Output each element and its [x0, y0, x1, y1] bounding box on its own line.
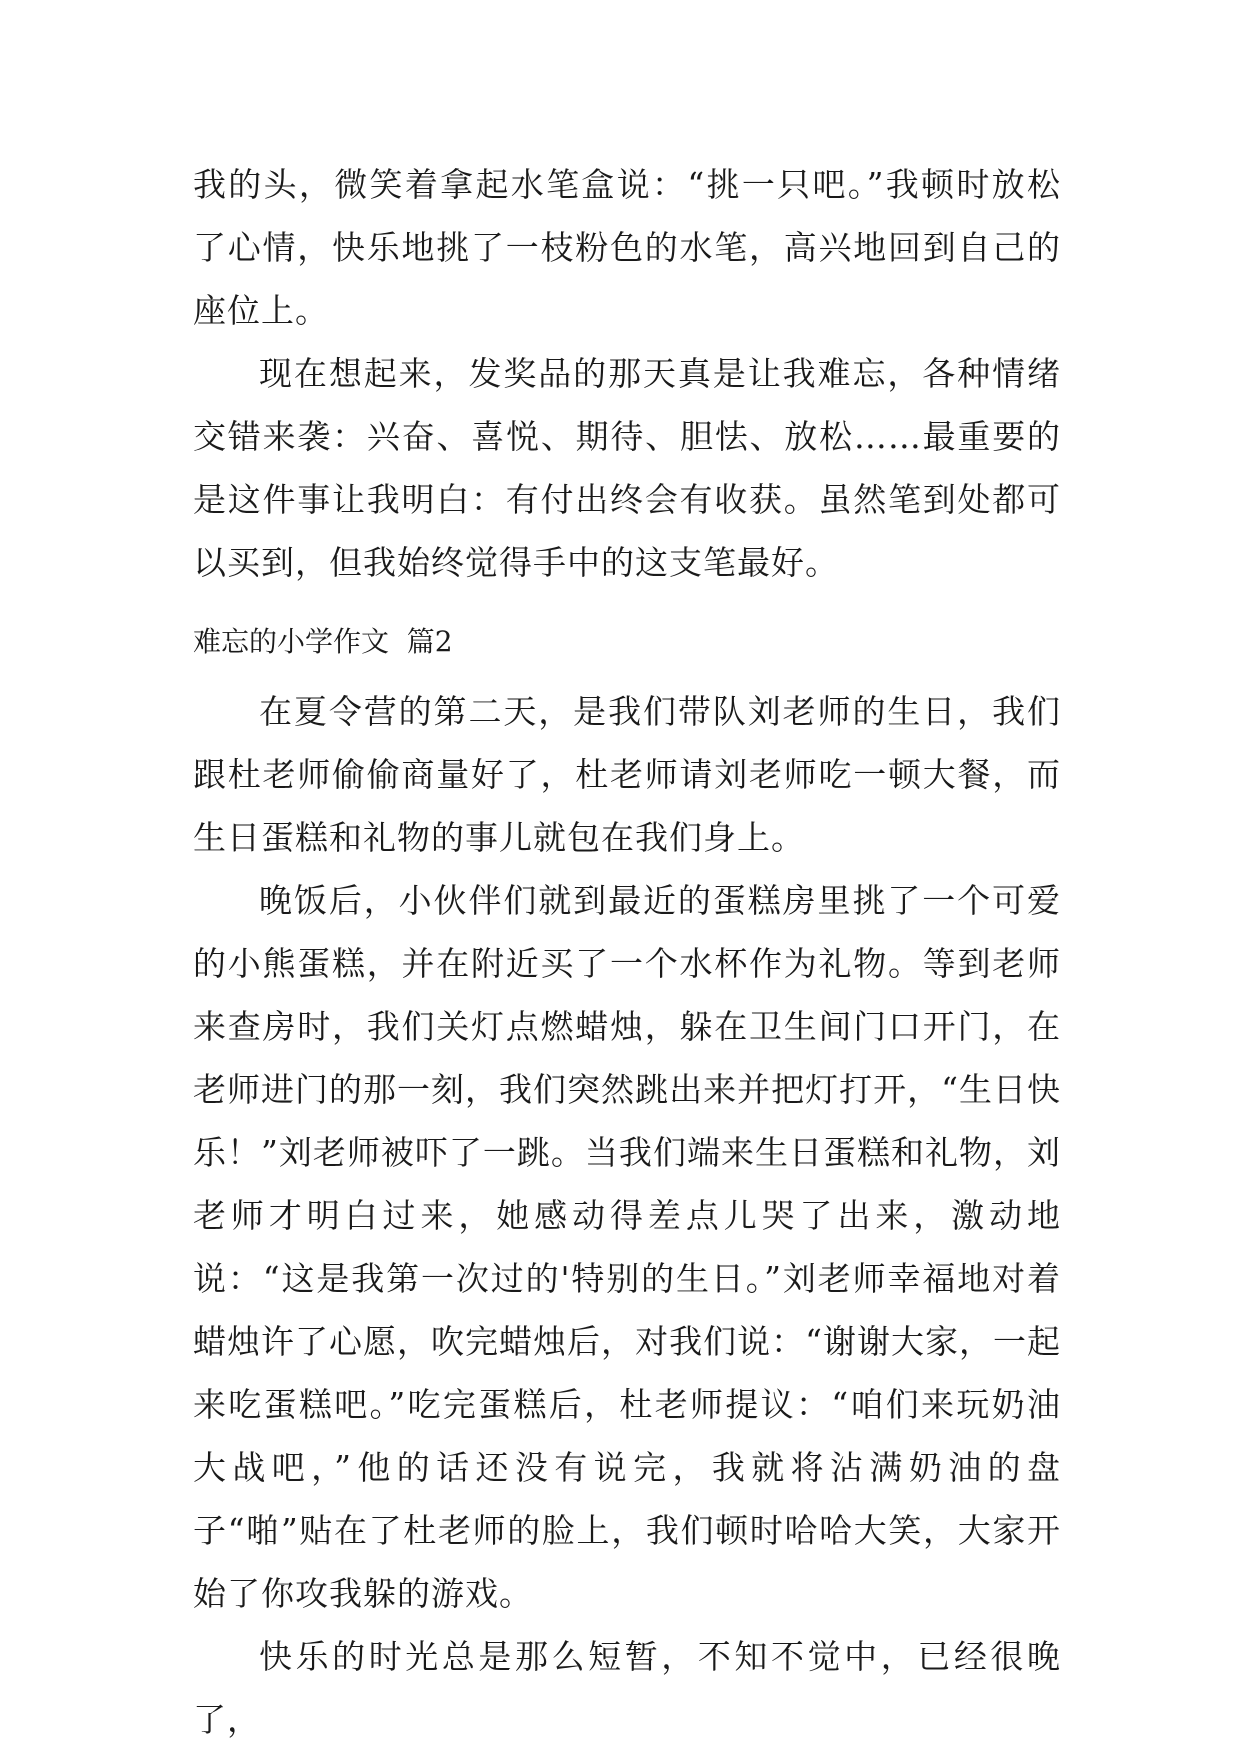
paragraph: 快乐的时光总是那么短暂，不知不觉中，已经很晚了， [193, 1637, 1061, 1739]
essay-1-continuation [193, 153, 1061, 594]
essay-2-title: 难忘的小学作文 篇2 [193, 625, 453, 658]
paragraph: 我的头，微笑着拿起水笔盒说：“挑一只吧。”我顿时放松了心情，快乐地挑了一枝粉色的水笔，高兴地回到自己的座位上。 [193, 165, 1061, 330]
paragraph: 晚饭后，小伙伴们就到最近的蛋糕房里挑了一个可爱的小熊蛋糕，并在附近买了一个水杯作为礼物。等到老师来查房时，我们关灯点燃蜡烛，躲在卫生间门口开门，在老师进门的那一刻，我们突然跳出来并把灯打开，“生日快乐！”刘老师被吓了一跳。当我们端来生日蛋糕和礼物，刘老师才明白过来，她感动得差点儿哭了出来，激动地说：“这是我第一次过的'特别的生日。”刘老师幸福地对着蜡烛许了心愿，吹完蜡烛后，对我们说：“谢谢大家，一起来吃蛋糕吧。”吃完蛋糕后，杜老师提议：“咱们来玩奶油大战吧，”他的话还没有说完，我就将沾满奶油的盘子“啪”贴在了杜老师的脸上，我们顿时哈哈大笑，大家开始了你攻我躲的游戏。 [193, 881, 1061, 1613]
paragraph: 现在想起来，发奖品的那天真是让我难忘，各种情绪交错来袭：兴奋、喜悦、期待、胆怯、放松……最重要的是这件事让我明白：有付出终会有收获。虽然笔到处都可以买到，但我始终觉得手中的这支笔最好。 [193, 354, 1061, 582]
paragraph: 在夏令营的第二天，是我们带队刘老师的生日，我们跟杜老师偷偷商量好了，杜老师请刘老师吃一顿大餐，而生日蛋糕和礼物的事儿就包在我们身上。 [193, 692, 1061, 857]
essay-2-body [193, 680, 1061, 1751]
